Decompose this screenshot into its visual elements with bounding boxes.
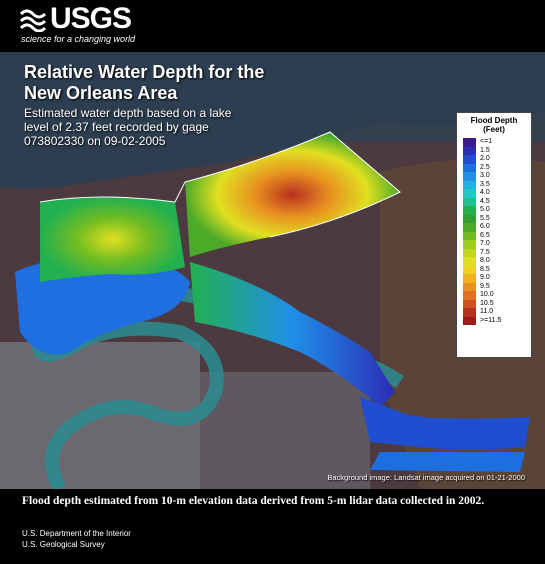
agency-credit: [22, 528, 131, 550]
legend-row: [463, 266, 501, 275]
legend-row: [463, 249, 501, 258]
legend-row: [463, 155, 501, 164]
legend-swatch: [463, 181, 476, 190]
legend-row: [463, 232, 501, 241]
legend-swatch: [463, 274, 476, 283]
legend-row: [463, 181, 501, 190]
map-subtitle-line2: level of 2.37 feet recorded by gage: [24, 120, 209, 134]
legend-row: [463, 164, 501, 173]
legend-swatch: [463, 232, 476, 241]
legend-swatch: [463, 215, 476, 224]
legend-row: [463, 147, 501, 156]
agency-line1: U.S. Department of the Interior: [22, 529, 131, 538]
legend-label: 11.0: [480, 308, 494, 316]
legend-swatch: [463, 283, 476, 292]
legend-row: [463, 223, 501, 232]
map-title: [24, 62, 284, 104]
map-subtitle: [24, 106, 244, 148]
legend-swatch: [463, 240, 476, 249]
legend-label: 5.0: [480, 206, 490, 214]
legend-row: [463, 300, 501, 309]
legend-label: 9.5: [480, 282, 490, 290]
logo-tagline: science for a changing world: [21, 34, 136, 44]
legend-row: [463, 198, 501, 207]
legend-swatch: [463, 138, 476, 147]
legend-row: [463, 138, 501, 147]
legend-row: [463, 172, 501, 181]
usgs-wave-icon: [20, 6, 46, 32]
legend-label: 4.0: [480, 189, 490, 197]
legend-row: [463, 291, 501, 300]
header-bar: [0, 0, 545, 52]
background-image-note: Background image: Landsat image acquired on 01-21-2000: [327, 473, 525, 482]
legend-row: [463, 189, 501, 198]
legend-swatch: [463, 308, 476, 317]
legend-label: 8.0: [480, 257, 490, 265]
legend-label: >=11.5: [480, 316, 502, 324]
agency-line2: U.S. Geological Survey: [22, 540, 105, 549]
legend-label: 6.5: [480, 231, 490, 239]
legend-rows: [463, 138, 501, 325]
legend-title-line1: Flood Depth: [470, 116, 518, 125]
legend-label: 8.5: [480, 265, 490, 273]
flood-depth-legend: [456, 112, 532, 358]
legend-title: [457, 116, 531, 134]
legend-swatch: [463, 172, 476, 181]
legend-label: 9.0: [480, 274, 490, 282]
legend-row: [463, 274, 501, 283]
footer-caption: Flood depth estimated from 10-m elevation data derived from 5-m lidar data collected in 2002.: [22, 495, 485, 507]
legend-label: 2.0: [480, 155, 490, 163]
legend-label: <=1: [480, 138, 493, 146]
legend-label: 10.0: [480, 291, 494, 299]
legend-label: 2.5: [480, 163, 490, 171]
legend-row: [463, 206, 501, 215]
legend-label: 3.0: [480, 172, 490, 180]
legend-swatch: [463, 155, 476, 164]
legend-swatch: [463, 164, 476, 173]
legend-swatch: [463, 249, 476, 258]
legend-swatch: [463, 198, 476, 207]
legend-label: 4.5: [480, 197, 490, 205]
legend-label: 5.5: [480, 214, 490, 222]
map-title-line2: New Orleans Area: [24, 83, 178, 103]
legend-label: 6.0: [480, 223, 490, 231]
legend-row: [463, 215, 501, 224]
legend-swatch: [463, 291, 476, 300]
legend-row: [463, 283, 501, 292]
legend-row: [463, 308, 501, 317]
logo-text: USGS: [50, 2, 132, 35]
map-subtitle-line3: 073802330 on 09-02-2005: [24, 134, 166, 148]
legend-label: 10.5: [480, 299, 494, 307]
legend-swatch: [463, 300, 476, 309]
map-title-line1: Relative Water Depth for the: [24, 62, 265, 82]
legend-row: [463, 257, 501, 266]
legend-title-line2: (Feet): [483, 125, 505, 134]
legend-swatch: [463, 257, 476, 266]
legend-swatch: [463, 266, 476, 275]
legend-label: 7.0: [480, 240, 490, 248]
legend-row: [463, 240, 501, 249]
legend-swatch: [463, 189, 476, 198]
legend-row: [463, 317, 501, 326]
legend-swatch: [463, 206, 476, 215]
legend-swatch: [463, 317, 476, 326]
legend-label: 1.5: [480, 146, 490, 154]
legend-swatch: [463, 147, 476, 156]
map-subtitle-line1: Estimated water depth based on a lake: [24, 106, 232, 120]
legend-swatch: [463, 223, 476, 232]
legend-label: 3.5: [480, 180, 490, 188]
legend-label: 7.5: [480, 248, 490, 256]
